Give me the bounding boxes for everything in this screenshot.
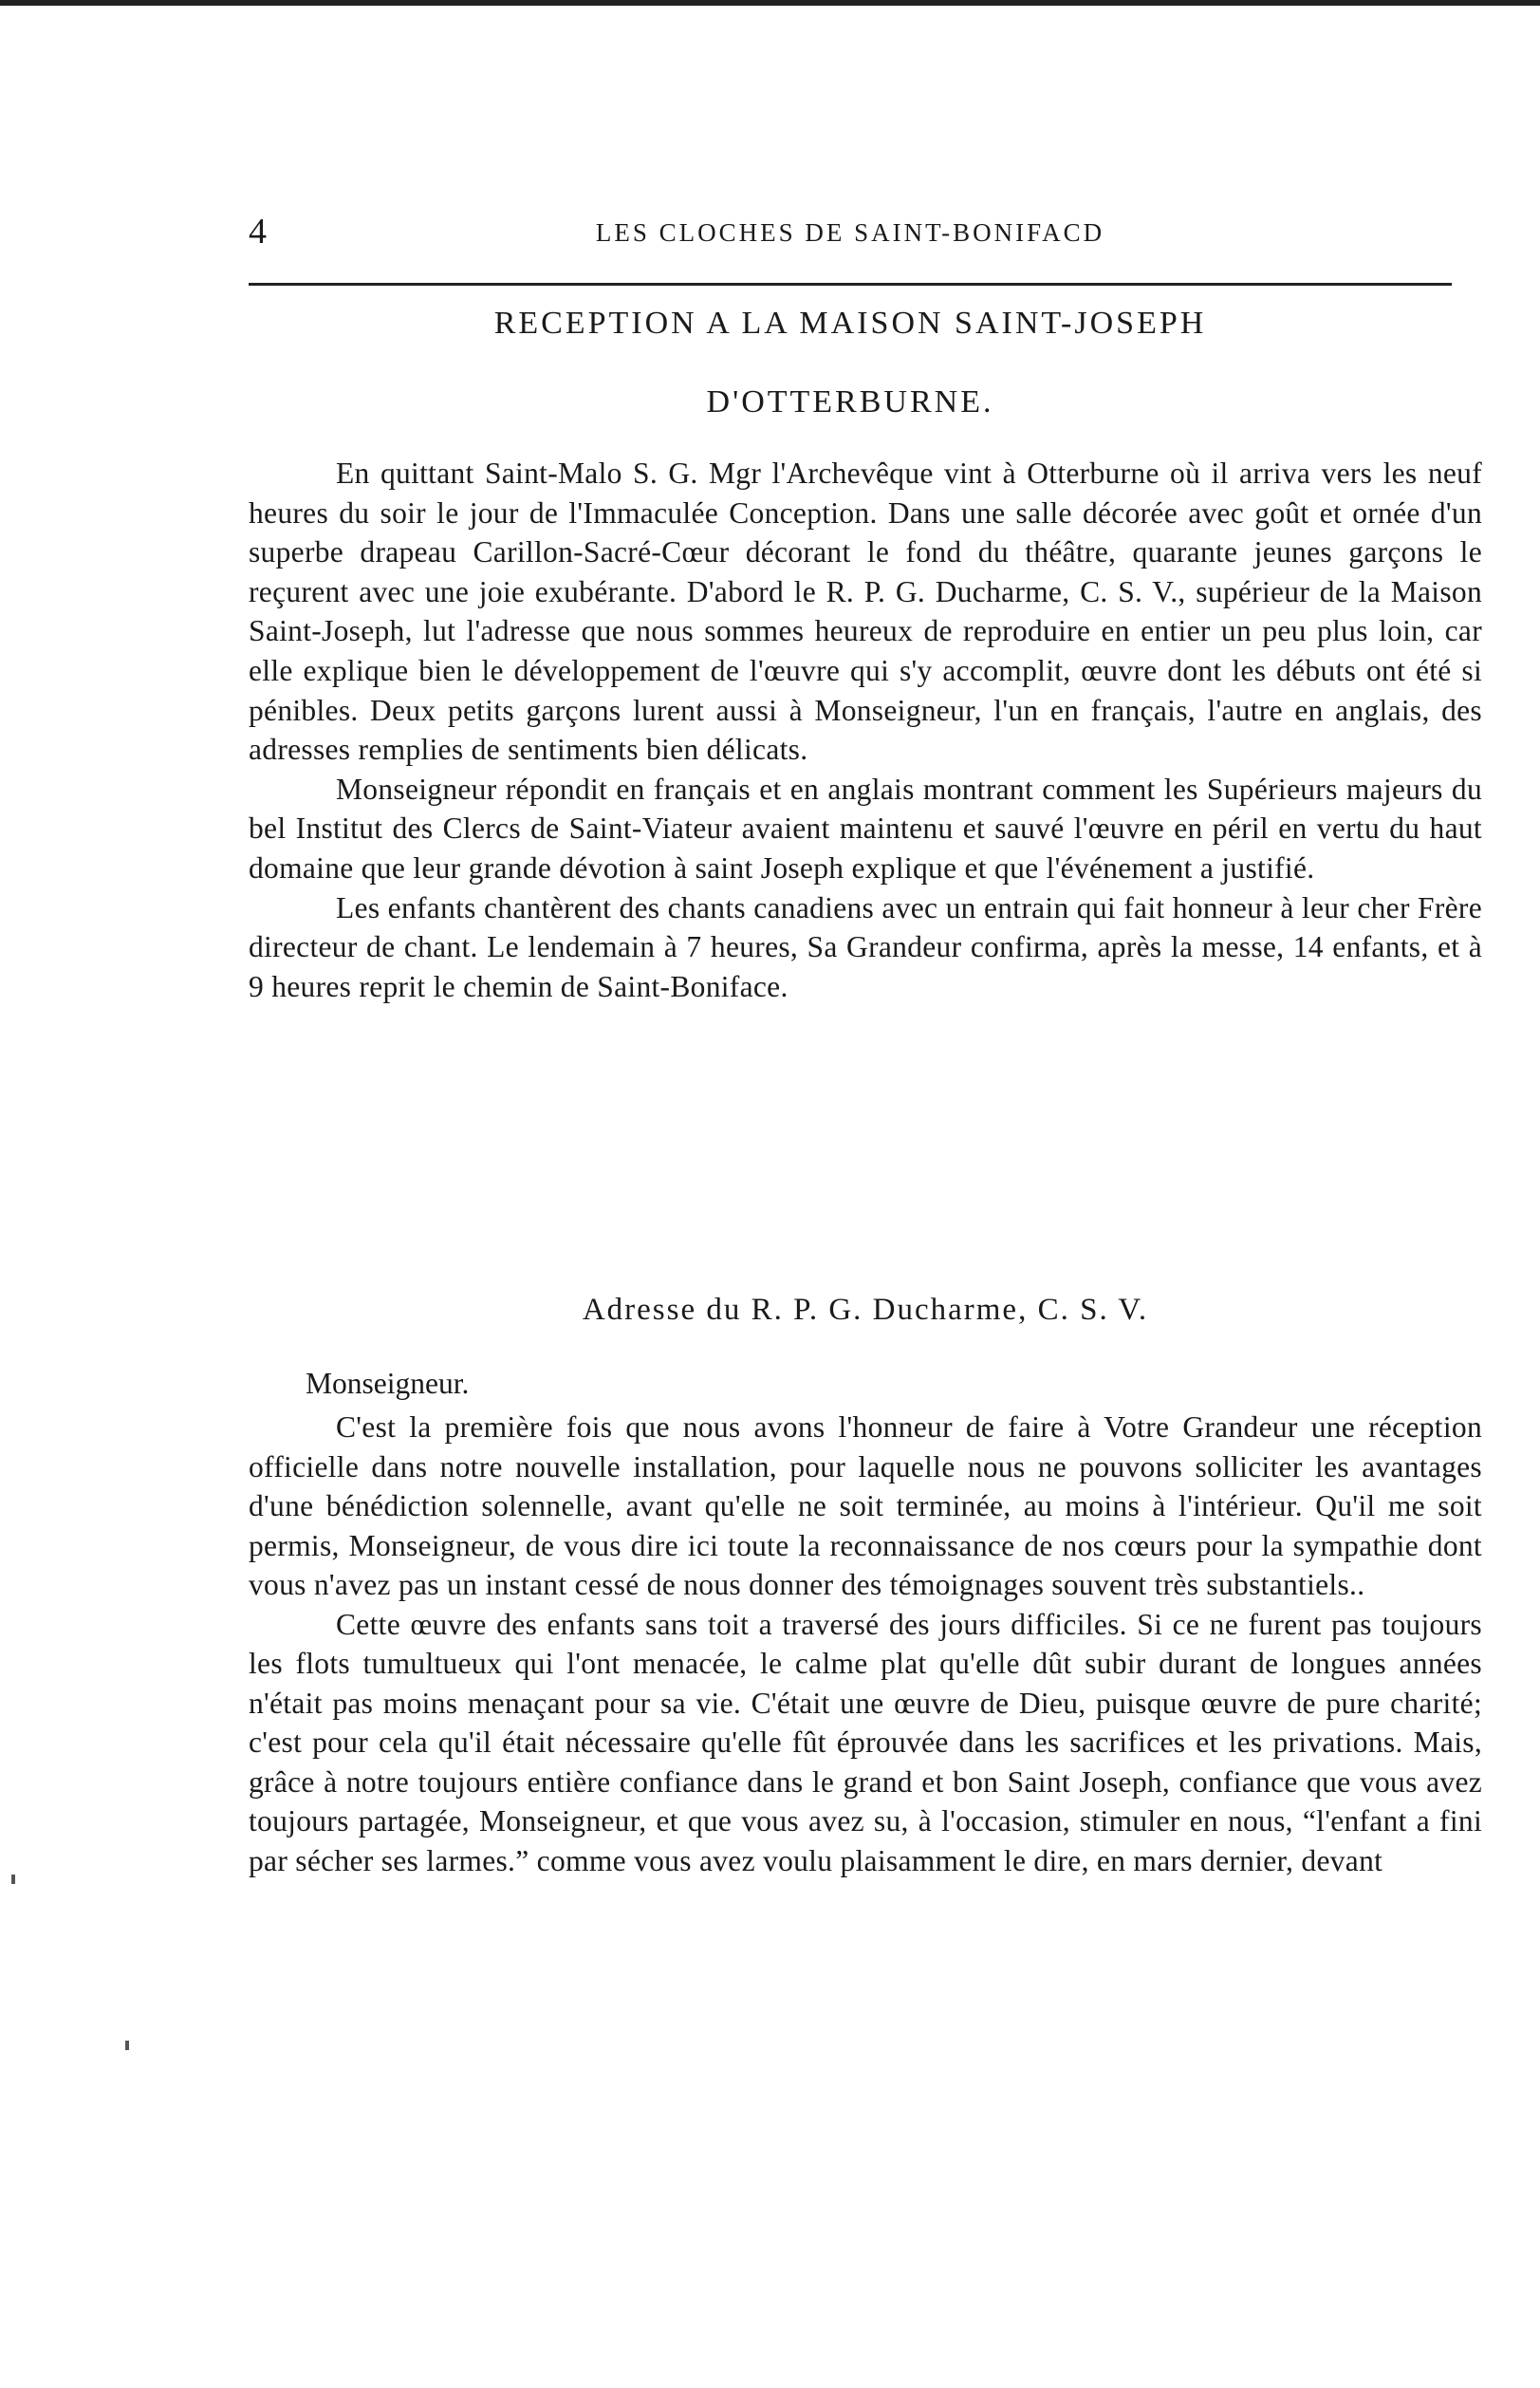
article-paragraph: Monseigneur répondit en français et en anglais montrant comment les Supérieurs majeurs du bel Institut des Clercs de Saint-Viateur avaient maintenu et sauvé l'œuvre en péril en vertu du haut domaine que leur grande dévotion à saint Joseph explique et que l'événement a justifié. [249, 772, 1482, 885]
address-paragraph: C'est la première fois que nous avons l'honneur de faire à Votre Grandeur une réception officielle dans notre nouvelle installation, pour laquelle nous ne pouvons solliciter les avantages d'une bénédiction solennelle, avant qu'elle ne soit terminée, au moins à l'intérieur. Qu'il me soit permis, Monseigneur, de vous dire ici toute la reconnaissance de nos cœurs pour la sympathie dont vous n'avez pas un instant cessé de nous donner des témoignages souvent très substantiels.. [249, 1410, 1482, 1601]
article-paragraph: Les enfants chantèrent des chants canadiens avec un entrain qui fait honneur à leur cher Frère directeur de chant. Le lendemain à 7 heures, Sa Grandeur confirma, après la messe, 14 enfants, et à 9 heures reprit le chemin de Saint-Boniface. [249, 890, 1482, 1003]
article-body [249, 454, 1482, 1006]
margin-speck [125, 2041, 129, 2050]
article-title-line-1: RECEPTION A LA MAISON SAINT-JOSEPH [493, 306, 1207, 341]
running-title: LES CLOCHES DE SAINT-BONIFACD [595, 218, 1105, 247]
top-border-rule [0, 0, 1540, 6]
running-header [249, 211, 1452, 258]
header-rule [249, 283, 1452, 286]
address-salutation: Monseigneur. [306, 1367, 470, 1400]
address-heading: Adresse du R. P. G. Ducharme, C. S. V. [582, 1293, 1149, 1327]
page-number: 4 [249, 212, 267, 252]
article-paragraph: En quittant Saint-Malo S. G. Mgr l'Archevêque vint à Otterburne où il arriva vers les neuf heures du soir le jour de l'Immaculée Conception. Dans une salle décorée avec goût et ornée d'un superbe drapeau Carillon-Sacré-Cœur décorant le fond du théâtre, quarante jeunes garçons le reçurent avec une joie exubérante. D'abord le R. P. G. Ducharme, C. S. V., supérieur de la Maison Saint-Joseph, lut l'adresse que nous sommes heureux de reproduire en entier un peu plus loin, car elle explique bien le développement de l'œuvre qui s'y accomplit, œuvre dont les débuts ont été si pénibles. Deux petits garçons lurent aussi à Monseigneur, l'un en français, l'autre en anglais, des adresses remplies de sentiments bien délicats. [249, 457, 1482, 767]
address-paragraph: Cette œuvre des enfants sans toit a traversé des jours difficiles. Si ce ne furent pas toujours les flots tumultueux qui l'ont menacée, le calme plat qu'elle dût subir durant de longues années n'était pas moins menaçant pour sa vie. C'était une œuvre de Dieu, puisque œuvre de pure charité; c'est pour cela qu'il était nécessaire qu'elle fût éprouvée dans les sacrifices et les privations. Mais, grâce à notre toujours entière confiance dans le grand et bon Saint Joseph, confiance que vous avez toujours partagée, Monseigneur, et que vous avez su, à l'occasion, stimuler en nous, “l'enfant a fini par sécher ses larmes.” comme vous avez voulu plaisamment le dire, en mars dernier, devant [249, 1607, 1482, 1877]
article-title-line-2: D'OTTERBURNE. [706, 384, 994, 420]
address-body [249, 1408, 1482, 1880]
margin-speck [11, 1875, 15, 1884]
